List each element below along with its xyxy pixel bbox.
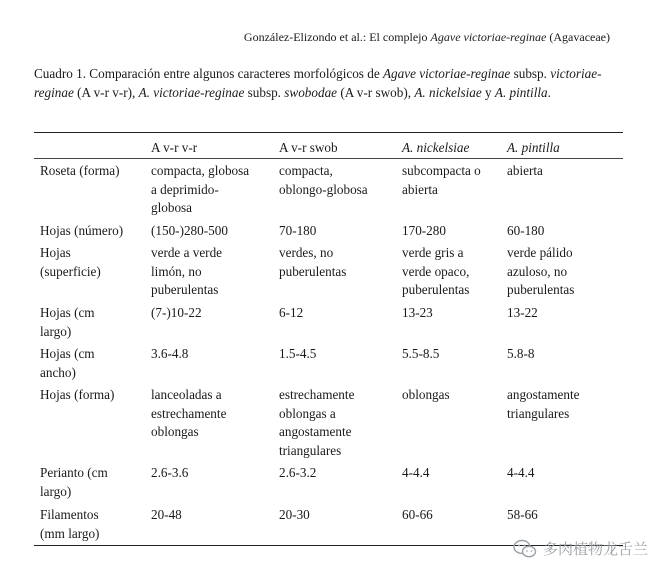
- caption-text: subsp.: [244, 85, 285, 100]
- table-cell: 20-30: [279, 507, 310, 522]
- table-cell: 13-22: [507, 305, 538, 320]
- table-cell: 3.6-4.8: [151, 346, 189, 361]
- table-cell: abierta: [507, 163, 543, 178]
- table-cell: verdes, no: [279, 245, 334, 260]
- table-caption: [34, 64, 624, 102]
- table-cell: estrechamente: [279, 387, 355, 402]
- caption-species: A. victoriae-reginae: [138, 85, 245, 100]
- table-cell: verde gris a: [402, 245, 464, 260]
- column-header-avr-swob: A v-r swob: [279, 140, 338, 155]
- row-label: Hojas (número): [40, 223, 124, 238]
- caption-species: A. pintilla: [494, 85, 548, 100]
- table-cell: 70-180: [279, 223, 317, 238]
- table-cell: triangulares: [279, 442, 342, 458]
- table-cell: 20-48: [151, 507, 182, 522]
- table-cell: puberulentas: [279, 263, 347, 279]
- table-cell: compacta,: [279, 163, 333, 178]
- caption-text: .: [547, 85, 551, 100]
- caption-text: Cuadro 1. Comparación entre algunos caracteres morfológicos de: [34, 66, 383, 81]
- table-cell: verde opaco,: [402, 263, 470, 279]
- table-cell: verde a verde: [151, 245, 223, 260]
- watermark: [513, 538, 648, 559]
- table-top-rule: [34, 132, 623, 133]
- row-label: Hojas (cm: [40, 346, 95, 361]
- table-cell: oblongas: [151, 424, 199, 439]
- table-cell: puberulentas: [507, 282, 575, 297]
- table-cell: 13-23: [402, 305, 433, 320]
- row-label: Roseta (forma): [40, 163, 120, 178]
- row-label: (mm largo): [40, 525, 100, 541]
- table-cell: 60-180: [507, 223, 545, 238]
- table-cell: 1.5-4.5: [279, 346, 317, 361]
- caption-species: swobodae: [284, 85, 338, 100]
- table-cell: subcompacta o: [402, 163, 481, 178]
- row-label: Hojas (forma): [40, 387, 115, 402]
- caption-species: victoriae-reginae: [34, 66, 602, 100]
- caption-text: subsp.: [510, 66, 551, 81]
- table-cell: 4-4.4: [402, 465, 430, 480]
- watermark-text: 多肉植物龙舌兰: [542, 540, 648, 558]
- header-authors: González-Elizondo et al.: El complejo: [243, 30, 431, 44]
- table-cell: angostamente: [507, 387, 580, 402]
- table-cell: 2.6-3.2: [279, 465, 317, 480]
- table-cell: oblongo-globosa: [279, 181, 368, 197]
- table-cell: globosa: [151, 200, 193, 215]
- column-header-avr-vr: A v-r v-r: [151, 140, 198, 155]
- caption-text: y: [481, 85, 495, 100]
- table-cell: angostamente: [279, 424, 352, 439]
- table-cell: azuloso, no: [507, 263, 568, 279]
- table-cell: 170-280: [402, 223, 446, 238]
- table-cell: 4-4.4: [507, 465, 535, 480]
- row-label: largo): [40, 323, 72, 339]
- table-cell: oblongas: [402, 387, 450, 402]
- table-cell: 5.8-8: [507, 346, 535, 361]
- table-cell: estrechamente: [151, 405, 227, 421]
- caption-species: A. nickelsiae: [414, 85, 482, 100]
- table-cell: 6-12: [279, 305, 304, 320]
- row-label: Hojas: [40, 245, 71, 260]
- caption-species: Agave victoriae-reginae: [382, 66, 511, 81]
- row-label: Perianto (cm: [40, 465, 108, 480]
- running-header: [244, 30, 610, 45]
- table-cell: verde pálido: [507, 245, 573, 260]
- header-family: (Agavaceae): [546, 30, 610, 44]
- table-cell: triangulares: [507, 405, 570, 421]
- header-title: Agave victoriae-reginae: [430, 30, 547, 44]
- row-label: (superficie): [40, 263, 101, 279]
- row-label: ancho): [40, 364, 76, 380]
- row-label: largo): [40, 483, 72, 499]
- table-cell: 2.6-3.6: [151, 465, 189, 480]
- table-cell: abierta: [402, 181, 438, 197]
- table-cell: 5.5-8.5: [402, 346, 440, 361]
- table-cell: puberulentas: [402, 282, 470, 297]
- column-header-pintilla: A. pintilla: [507, 140, 560, 155]
- caption-text: (A v-r swob),: [337, 85, 415, 100]
- row-label: Hojas (cm: [40, 305, 95, 320]
- table-cell: (150-)280-500: [151, 223, 228, 238]
- table-cell: puberulentas: [151, 282, 219, 297]
- caption-text: (A v-r v-r),: [73, 85, 139, 100]
- table-cell: 60-66: [402, 507, 433, 522]
- table-cell: 58-66: [507, 507, 538, 522]
- table-cell: oblongas a: [279, 405, 336, 421]
- wechat-icon: [513, 539, 537, 559]
- table-cell: limón, no: [151, 263, 202, 279]
- table-cell: lanceoladas a: [151, 387, 222, 402]
- column-header-nickelsiae: A. nickelsiae: [402, 140, 470, 155]
- table-cell: (7-)10-22: [151, 305, 202, 320]
- table-cell: a deprimido-: [151, 181, 219, 197]
- table-header-rule: [34, 158, 623, 159]
- table-cell: compacta, globosa: [151, 163, 250, 178]
- row-label: Filamentos: [40, 507, 99, 522]
